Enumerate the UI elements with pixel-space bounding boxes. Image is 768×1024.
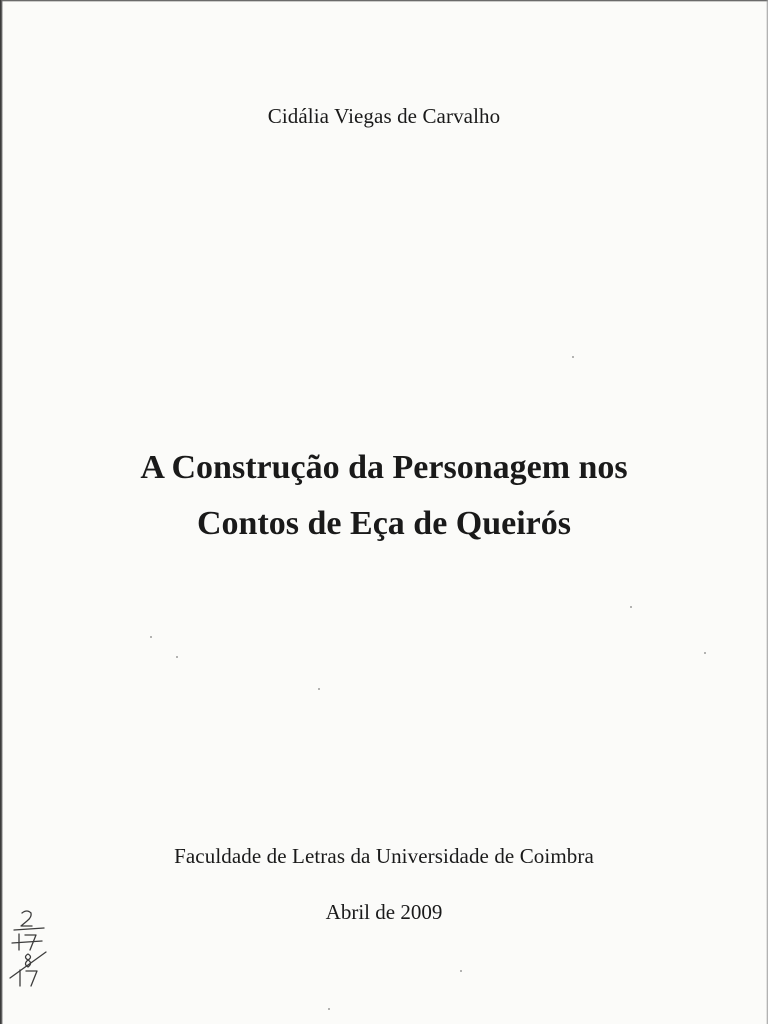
scan-speck bbox=[318, 688, 320, 690]
institution-name: Faculdade de Letras da Universidade de Coimbra bbox=[174, 844, 594, 868]
scan-edge-top bbox=[0, 0, 768, 2]
title-line-2: Contos de Eça de Queirós bbox=[197, 505, 571, 542]
document-title bbox=[0, 440, 768, 552]
scan-speck bbox=[630, 606, 632, 608]
handwritten-annotation bbox=[6, 908, 52, 988]
scan-speck bbox=[460, 970, 462, 972]
scan-speck bbox=[176, 656, 178, 658]
author-name: Cidália Viegas de Carvalho bbox=[267, 104, 501, 128]
scan-speck bbox=[328, 1008, 330, 1010]
scan-speck bbox=[150, 636, 152, 638]
publication-date: Abril de 2009 bbox=[325, 900, 443, 924]
scan-speck bbox=[704, 652, 706, 654]
title-line-1: A Construção da Personagem nos bbox=[140, 449, 628, 486]
scan-speck bbox=[572, 356, 574, 358]
